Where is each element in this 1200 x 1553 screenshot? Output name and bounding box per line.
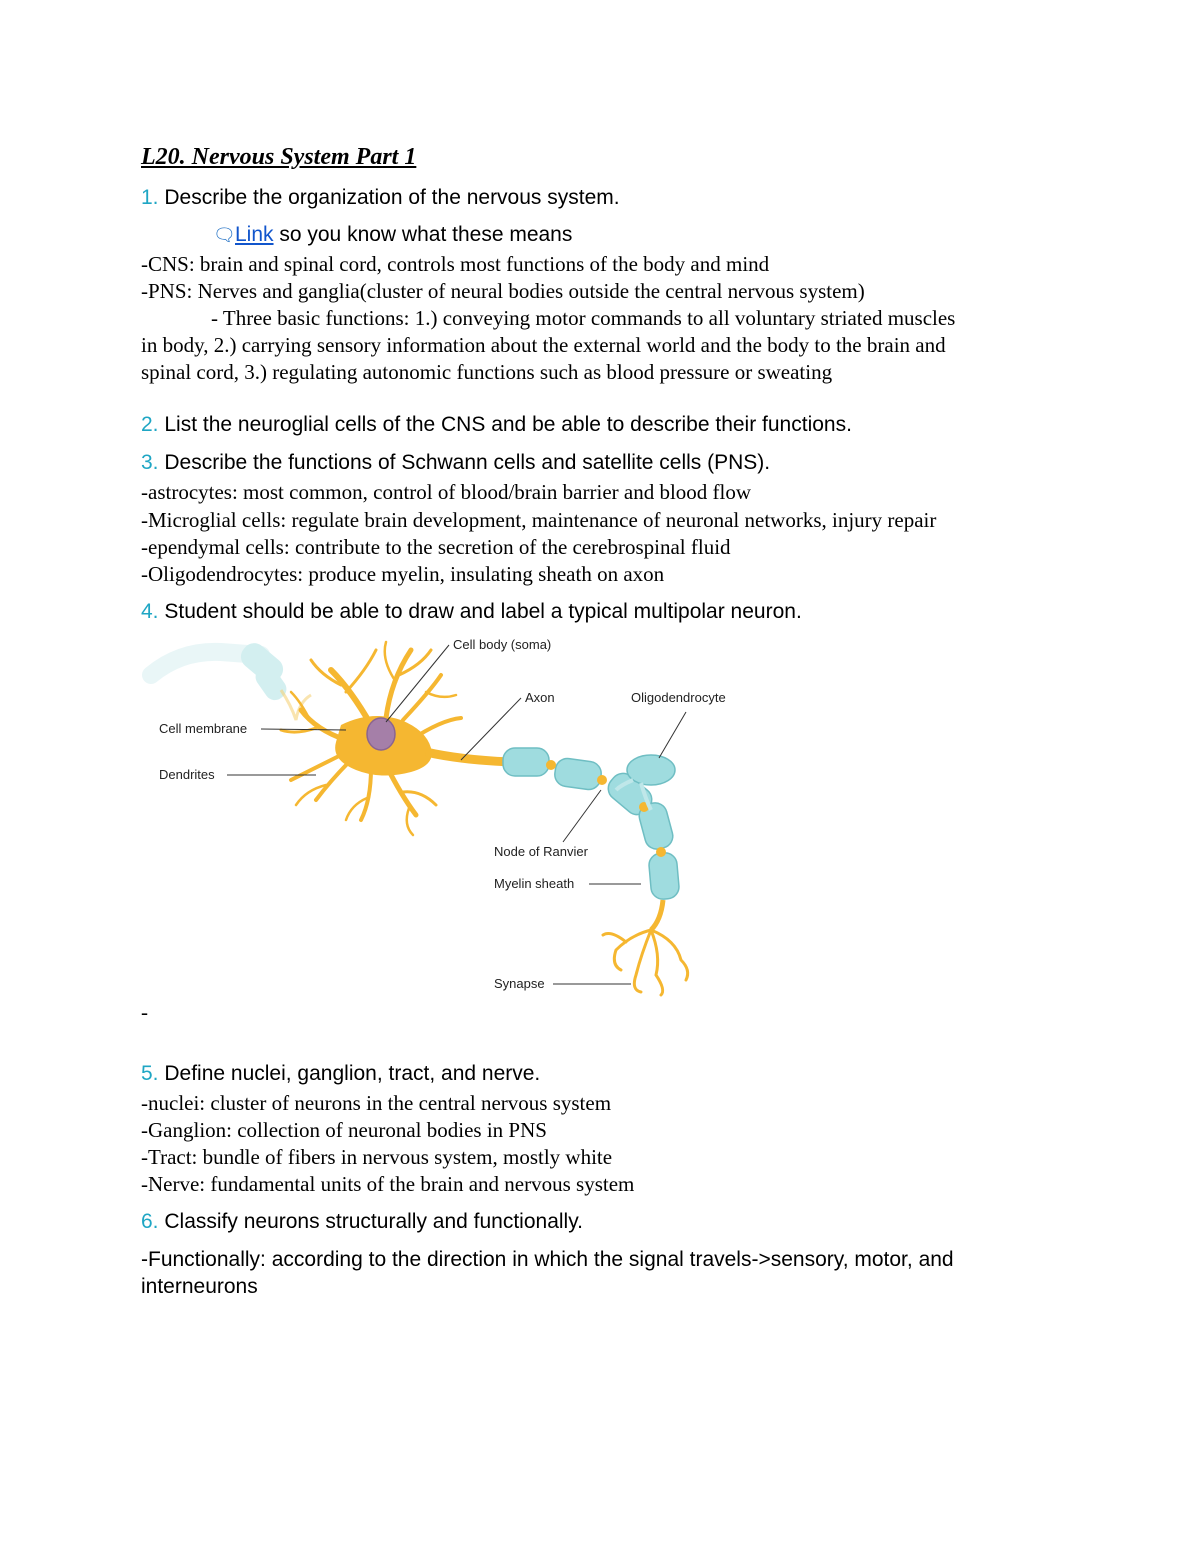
question-text: List the neuroglial cells of the CNS and be able to describe their functions.	[164, 413, 852, 436]
faded-upstream-axon	[151, 638, 290, 704]
question-6	[141, 1210, 583, 1234]
nuclei-line: -nuclei: cluster of neurons in the central nervous system	[141, 1091, 612, 1115]
axon-shape	[426, 752, 511, 762]
question-text: Define nuclei, ganglion, tract, and nerve.	[164, 1062, 541, 1085]
question-number: 3.	[141, 451, 159, 474]
functions-line: - Three basic functions: 1.) conveying motor commands to all voluntary striated muscles	[211, 306, 956, 330]
question-number: 6.	[141, 1210, 159, 1233]
question-number: 2.	[141, 413, 159, 436]
label-axon: Axon	[525, 690, 555, 705]
question-4	[141, 600, 802, 624]
question-text: Student should be able to draw and label a typical multipolar neuron.	[164, 600, 802, 623]
oligodendrocyte-shape	[627, 755, 675, 785]
question-number: 5.	[141, 1062, 159, 1085]
functions-line-2: in body, 2.) carrying sensory information about the external world and the body to the brain and	[141, 333, 946, 357]
question-text: Describe the functions of Schwann cells and satellite cells (PNS).	[164, 451, 771, 474]
ganglion-line: -Ganglion: collection of neuronal bodies in PNS	[141, 1118, 547, 1142]
nerve-line: -Nerve: fundamental units of the brain and nervous system	[141, 1172, 635, 1196]
dash-line: -	[141, 1000, 148, 1024]
label-cell-membrane: Cell membrane	[159, 721, 248, 736]
question-text: Classify neurons structurally and functionally.	[164, 1210, 583, 1233]
oligodendrocytes-line: -Oligodendrocytes: produce myelin, insulating sheath on axon	[141, 562, 665, 586]
link-line	[213, 223, 572, 247]
label-dendrites: Dendrites	[159, 767, 215, 782]
question-number: 4.	[141, 600, 159, 623]
reference-link[interactable]: Link	[235, 223, 274, 246]
astrocytes-line: -astrocytes: most common, control of blood/brain barrier and blood flow	[141, 480, 752, 504]
nucleus-shape	[367, 718, 395, 750]
functions-line-3: spinal cord, 3.) regulating autonomic functions such as blood pressure or sweating	[141, 360, 833, 384]
neuron-figure	[141, 630, 761, 1025]
microglia-line: -Microglial cells: regulate brain development, maintenance of neuronal networks, injury repair	[141, 508, 937, 532]
question-5	[141, 1062, 540, 1086]
question-2	[141, 413, 852, 437]
question-number: 1.	[141, 186, 159, 209]
label-myelin-sheath: Myelin sheath	[494, 876, 575, 891]
question-1	[141, 186, 620, 210]
label-synapse: Synapse	[494, 976, 545, 991]
label-node-of-ranvier: Node of Ranvier	[494, 844, 588, 859]
functional-line: -Functionally: according to the direction in which the signal travels->sensory, motor, and	[141, 1248, 954, 1271]
functional-line-2: interneurons	[141, 1275, 258, 1298]
cns-line: -CNS: brain and spinal cord, controls most functions of the body and mind	[141, 252, 770, 276]
link-line-text: so you know what these means	[273, 223, 573, 246]
pns-line: -PNS: Nerves and ganglia(cluster of neural bodies outside the central nervous system)	[141, 279, 865, 303]
axon-terminals	[603, 930, 688, 995]
ependymal-line: -ependymal cells: contribute to the secretion of the cerebrospinal fluid	[141, 535, 731, 559]
speech-bubble-icon: 🗨	[213, 225, 236, 245]
page-title: L20. Nervous System Part 1	[141, 144, 417, 170]
neuron-diagram	[141, 630, 761, 1025]
tract-line: -Tract: bundle of fibers in nervous system, mostly white	[141, 1145, 613, 1169]
label-cell-body: Cell body (soma)	[453, 637, 552, 652]
question-text: Describe the organization of the nervous system.	[164, 186, 620, 209]
question-3	[141, 451, 770, 475]
label-oligodendrocyte: Oligodendrocyte	[631, 690, 726, 705]
